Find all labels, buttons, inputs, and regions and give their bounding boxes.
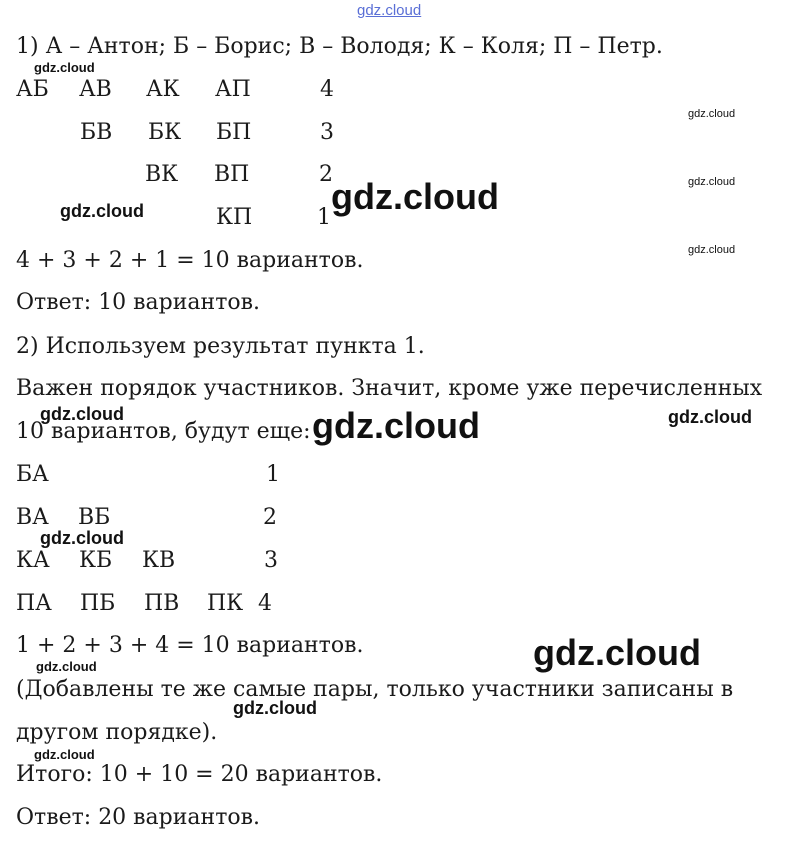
pair-pa: ПА (16, 591, 52, 616)
pair-va: ВА (16, 505, 49, 530)
watermark: gdz.cloud (34, 60, 95, 75)
pair-kv: КВ (142, 548, 176, 573)
row-count: 3 (264, 548, 278, 573)
pair-ka: КА (16, 548, 50, 573)
part2-total: Итого: 10 + 10 = 20 вариантов. (16, 762, 383, 787)
part2-header: 2) Используем результат пункта 1. (16, 334, 425, 359)
watermark: gdz.cloud (40, 528, 124, 548)
pair-bp: БП (216, 120, 252, 145)
row-count: 1 (266, 462, 280, 487)
part1-header: 1) А – Антон; Б – Борис; В – Володя; К – Коля; П – Петр. (16, 34, 663, 59)
watermark: gdz.cloud (312, 405, 480, 446)
watermark: gdz.cloud (331, 176, 499, 217)
part1-answer: Ответ: 10 вариантов. (16, 290, 260, 315)
pair-vb: ВБ (78, 505, 111, 530)
part2-sum: 1 + 2 + 3 + 4 = 10 вариантов. (16, 633, 364, 658)
pair-pb: ПБ (80, 591, 116, 616)
watermark: gdz.cloud (533, 632, 701, 673)
pair-kb: КБ (79, 548, 113, 573)
part2-line2: 10 вариантов, будут еще: (16, 419, 311, 444)
pair-ba: БА (16, 462, 49, 487)
row-count: 2 (319, 162, 333, 187)
row-count: 3 (320, 120, 334, 145)
part2-answer: Ответ: 20 вариантов. (16, 805, 260, 830)
pair-ap: АП (215, 77, 251, 102)
part1-sum: 4 + 3 + 2 + 1 = 10 вариантов. (16, 248, 364, 273)
watermark: gdz.cloud (34, 747, 95, 762)
watermark: gdz.cloud (40, 404, 124, 424)
watermark-top[interactable]: gdz.cloud (357, 2, 422, 19)
watermark: gdz.cloud (688, 244, 736, 256)
watermark: gdz.cloud (60, 201, 144, 221)
row-count: 4 (320, 77, 334, 102)
part2-note-line2: другом порядке). (16, 720, 218, 745)
row-count: 4 (258, 591, 272, 616)
watermark: gdz.cloud (233, 698, 317, 718)
pair-vk: ВК (145, 162, 179, 187)
watermark: gdz.cloud (688, 108, 736, 120)
pair-ab: АБ (16, 77, 49, 102)
part2-note-line1: (Добавлены те же самые пары, только участники записаны в (16, 677, 734, 702)
pair-vp: ВП (214, 162, 250, 187)
pair-pv: ПВ (144, 591, 180, 616)
watermark: gdz.cloud (36, 659, 97, 674)
pair-bv: БВ (80, 120, 113, 145)
pair-kp: КП (216, 205, 253, 230)
watermark: gdz.cloud (668, 407, 752, 427)
pair-pk: ПК (207, 591, 244, 616)
row-count: 1 (317, 205, 331, 230)
pair-bk: БК (148, 120, 182, 145)
pair-av: АВ (79, 77, 112, 102)
watermark: gdz.cloud (688, 176, 736, 188)
row-count: 2 (263, 505, 277, 530)
part2-line1: Важен порядок участников. Значит, кроме уже перечисленных (16, 376, 763, 401)
pair-ak: АК (146, 77, 180, 102)
